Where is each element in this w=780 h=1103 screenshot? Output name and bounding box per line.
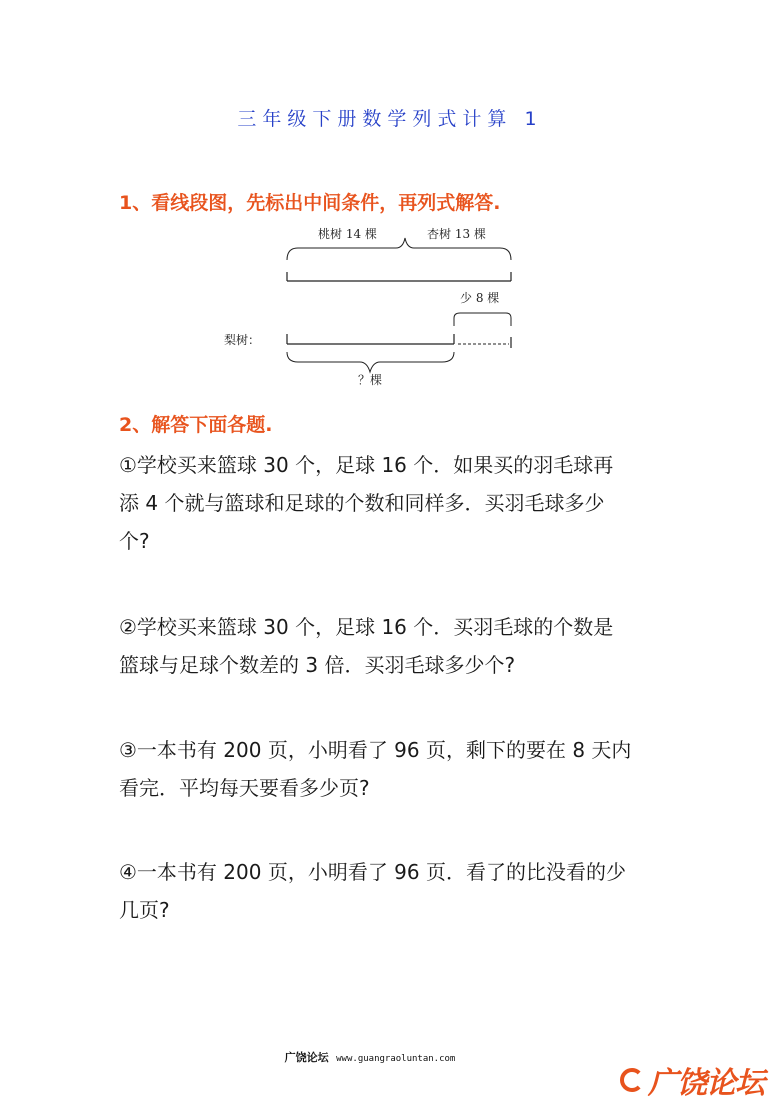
section-2-heading: 2、解答下面各题. [119, 414, 273, 436]
g-logo-icon [620, 1068, 644, 1092]
site-logo [620, 1062, 764, 1101]
section-1-heading: 1、看线段图，先标出中间条件，再列式解答. [119, 192, 501, 214]
question-line: ④一本书有 200 页，小明看了 96 页．看了的比没看的少 [119, 860, 626, 884]
line-segment-diagram [220, 220, 530, 395]
top-brace [287, 238, 511, 260]
label-apricot: 杏树 13 棵 [427, 227, 486, 241]
question-line: ①学校买来篮球 30 个，足球 16 个．如果买的羽毛球再 [119, 453, 614, 477]
footer-url: www.guangraoluntan.com [336, 1054, 456, 1064]
label-peach: 桃树 14 棵 [318, 227, 377, 241]
question-line: 添 4 个就与篮球和足球的个数和同样多．买羽毛球多少 [119, 491, 605, 515]
question-2 [119, 608, 679, 684]
label-question: ？棵 [358, 373, 383, 387]
question-line: 几页? [119, 898, 170, 922]
question-3 [119, 731, 679, 807]
page-title: 三年级下册数学列式计算 1 [237, 108, 543, 130]
question-4 [119, 853, 679, 929]
question-line: 个? [119, 529, 150, 553]
bottom-brace [287, 352, 454, 372]
label-less: 少 8 棵 [460, 291, 500, 305]
question-1 [119, 446, 679, 560]
logo-text: 广饶论坛 [648, 1066, 764, 1101]
question-line: 篮球与足球个数差的 3 倍．买羽毛球多少个? [119, 653, 516, 677]
less-brace [454, 313, 511, 326]
label-pear: 梨树： [224, 333, 261, 347]
question-line: 看完．平均每天要看多少页? [119, 776, 370, 800]
footer-site-name: 广饶论坛 [284, 1051, 329, 1064]
question-line: ②学校买来篮球 30 个，足球 16 个．买羽毛球的个数是 [119, 615, 614, 639]
question-line: ③一本书有 200 页，小明看了 96 页，剩下的要在 8 天内 [119, 738, 632, 762]
